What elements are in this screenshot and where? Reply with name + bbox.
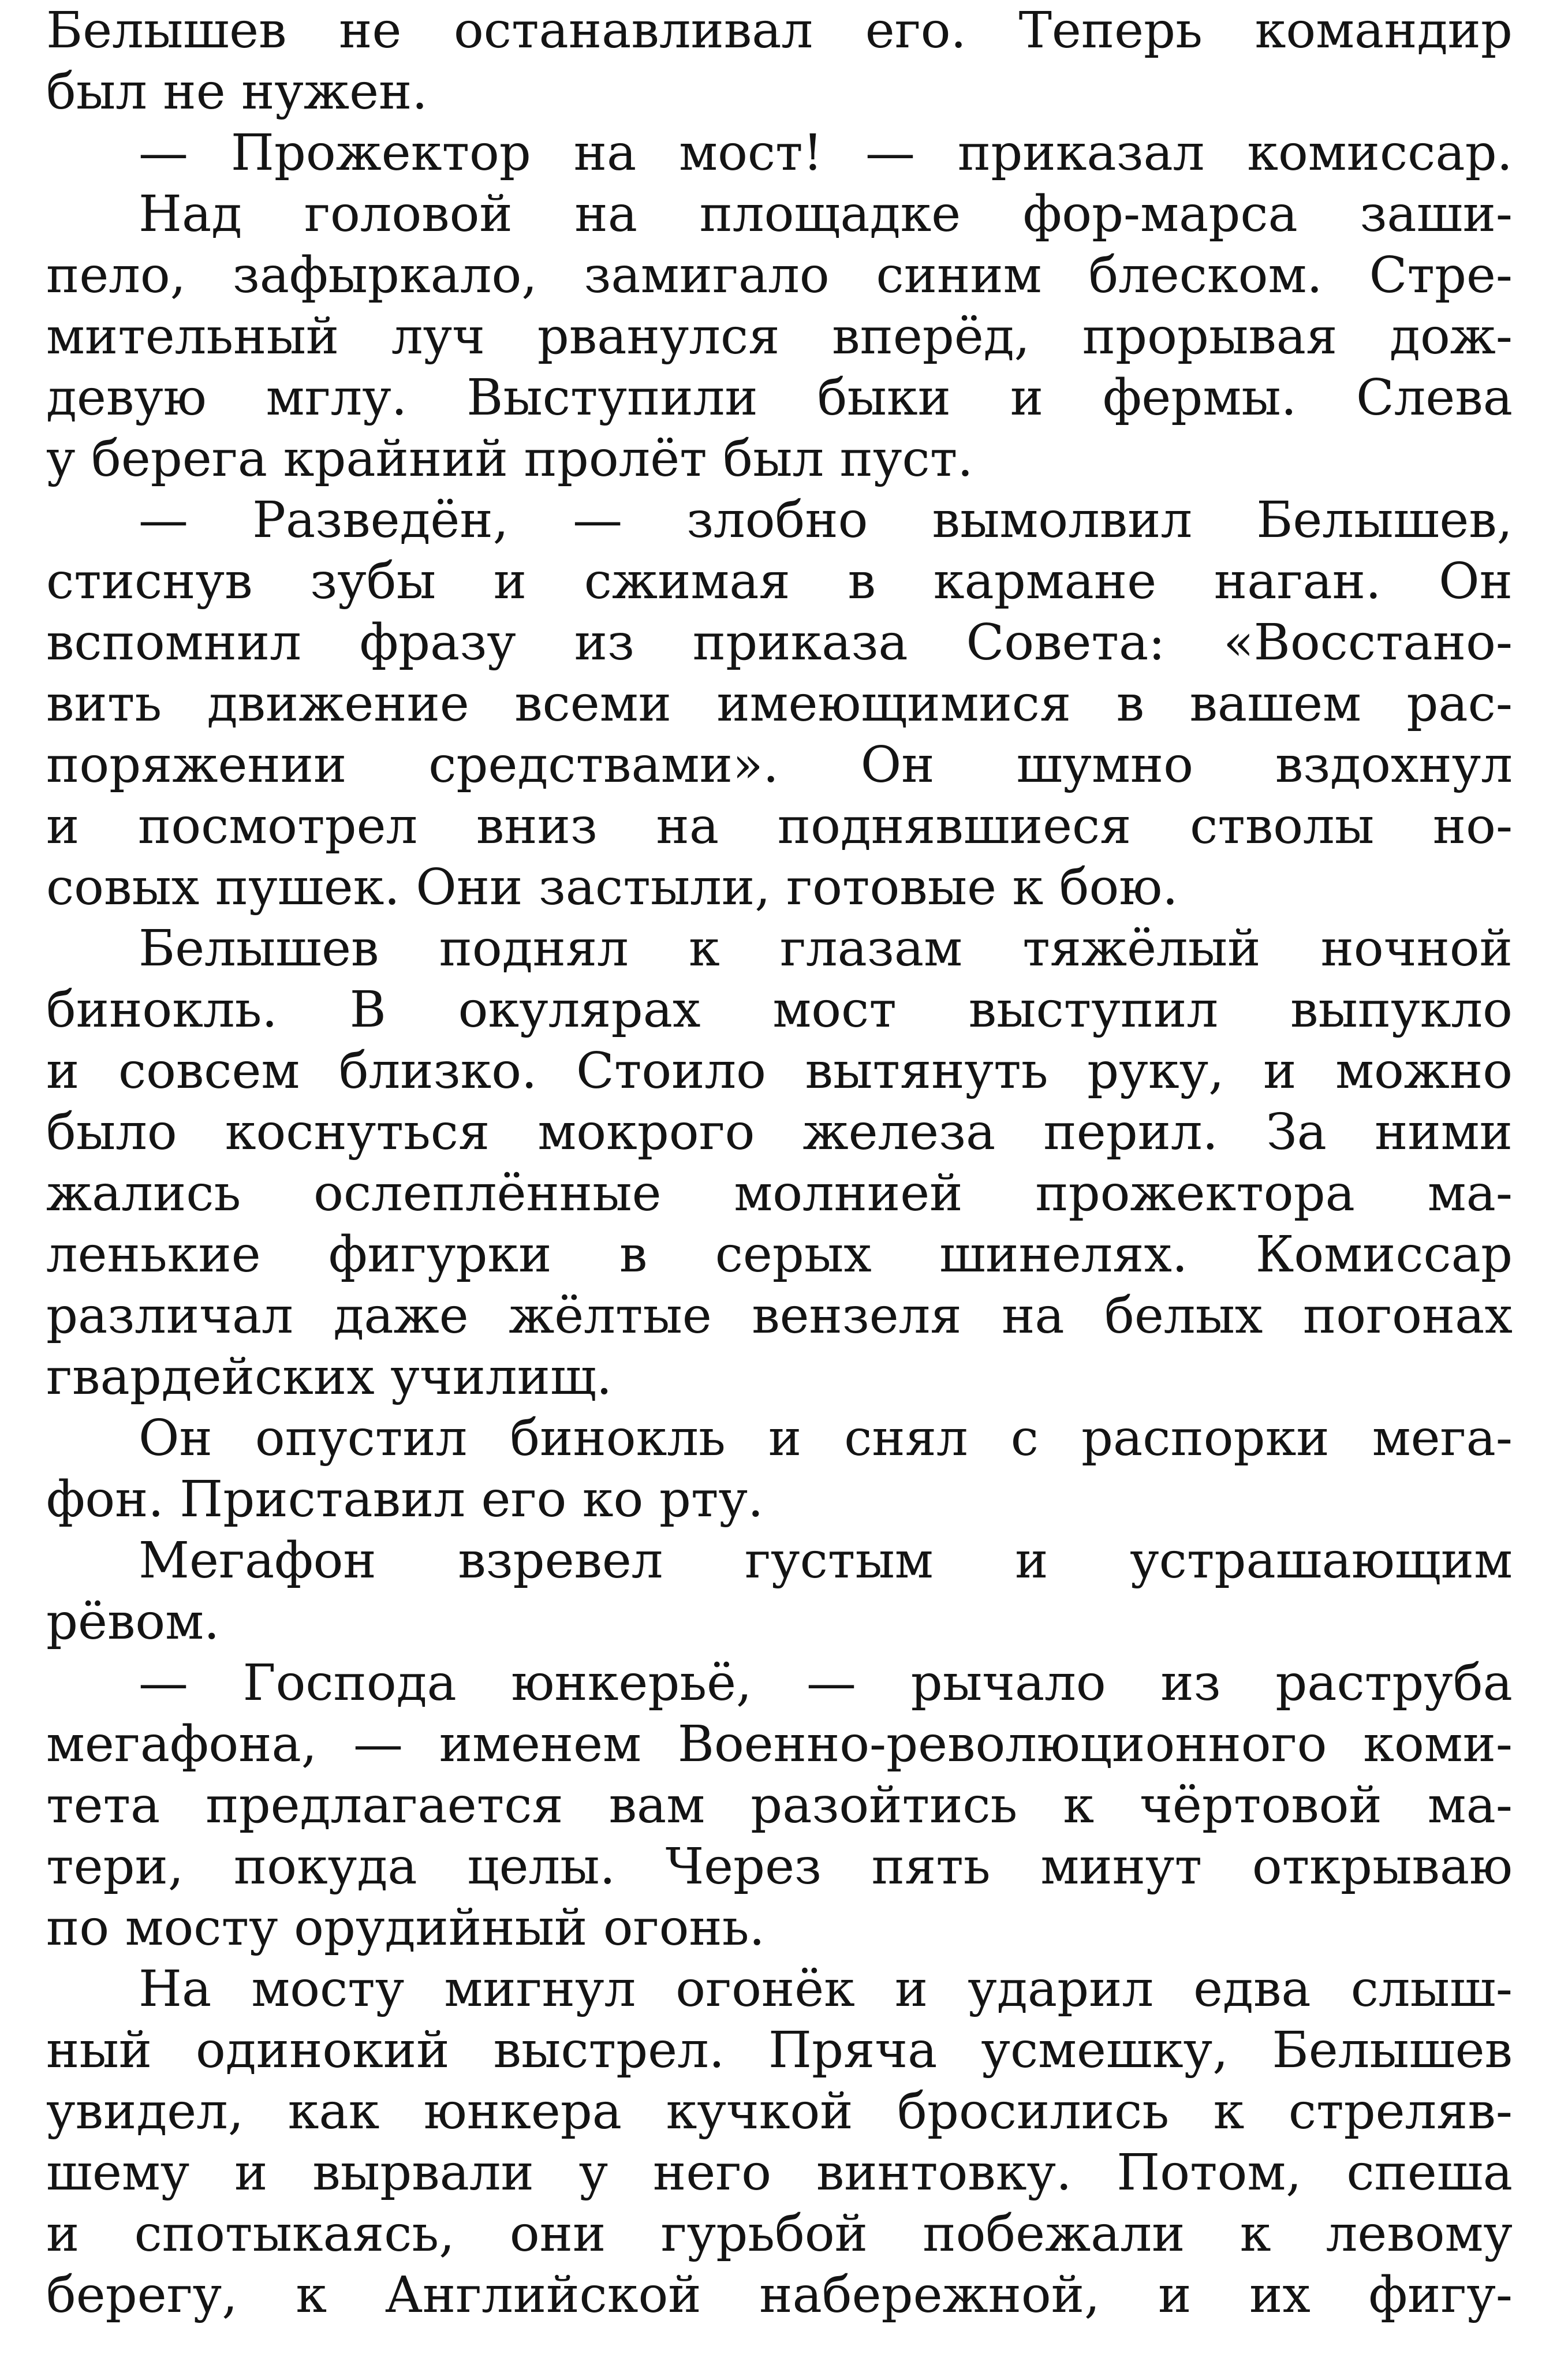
word: ударил [968, 1960, 1154, 2018]
word: спеша [1346, 2144, 1513, 2202]
word: Он [139, 1409, 212, 1467]
word: взревел [458, 1532, 663, 1590]
text-line [46, 551, 1513, 612]
word: к [1213, 2083, 1245, 2140]
word: Теперь [1018, 2, 1203, 59]
word: Белышев [1272, 2021, 1513, 2079]
word: посмотрел [138, 797, 418, 855]
text-line [46, 2081, 1513, 2142]
word: даже [333, 1287, 469, 1345]
word: вымолвил [932, 491, 1193, 549]
word: — [353, 1715, 403, 1773]
text-line [46, 1224, 1513, 1285]
word: руку, [1087, 1042, 1224, 1100]
word: глазам [779, 920, 963, 978]
word: Английской [384, 2266, 701, 2324]
word: в [1116, 675, 1145, 733]
word: едва [1193, 1960, 1311, 2018]
word: крайний [283, 430, 508, 488]
text-line [46, 1591, 1513, 1653]
word: орудийный [294, 1899, 588, 1957]
word: вспомнил [46, 614, 301, 672]
word: наган. [1214, 553, 1382, 610]
word: распорки [1081, 1409, 1330, 1467]
word: густым [744, 1532, 934, 1590]
word: фермы. [1103, 369, 1297, 427]
word: ночной [1320, 920, 1513, 978]
word: железа [802, 1103, 996, 1161]
text-line [46, 184, 1513, 245]
word: гвардейских [46, 1348, 375, 1406]
word: совых [46, 859, 200, 916]
word: рёвом. [46, 1593, 220, 1651]
word: него [653, 2144, 772, 2202]
word: огонь. [603, 1899, 765, 1957]
word: бинокль. [46, 981, 278, 1039]
text-line [46, 857, 1513, 918]
word: и [1015, 1532, 1048, 1590]
word: огонёк [675, 1960, 855, 2018]
word: Стоило [576, 1042, 766, 1100]
word: рас- [1406, 675, 1513, 733]
word: пуст. [839, 430, 973, 488]
word: снял [844, 1409, 968, 1467]
word: у [578, 2144, 608, 2202]
word: выпукло [1290, 981, 1513, 1039]
word: гурьбой [660, 2205, 868, 2263]
word: на [1002, 1287, 1065, 1345]
word: командир [1255, 2, 1513, 59]
word: пять [871, 1838, 991, 1896]
word: его [481, 1471, 567, 1528]
word: Господа [242, 1654, 457, 1712]
word: ними [1375, 1103, 1513, 1161]
word: поряжении [46, 736, 347, 794]
word: белых [1104, 1287, 1263, 1345]
word: винтовку. [816, 2144, 1072, 2202]
word: молнией [734, 1165, 963, 1222]
text-line [46, 1469, 1513, 1530]
word: «Восстано- [1223, 614, 1513, 672]
word: Прожектор [230, 124, 531, 182]
word: вырвали [312, 2144, 534, 2202]
word: но- [1432, 797, 1513, 855]
word: ленькие [46, 1226, 261, 1284]
word: — [139, 491, 188, 549]
word: и [46, 797, 80, 855]
word: к [1063, 1777, 1095, 1834]
word: выстрел. [493, 2021, 725, 2079]
word: целы. [467, 1838, 615, 1896]
word: ко [582, 1471, 644, 1528]
word: было [46, 1103, 177, 1161]
word: головой [304, 185, 513, 243]
word: Над [139, 185, 242, 243]
word: — [139, 124, 188, 182]
word: мительный [46, 308, 339, 365]
text-line [46, 1653, 1513, 1714]
word: перил. [1043, 1103, 1218, 1161]
word: был [46, 63, 147, 121]
word: на [573, 124, 637, 182]
word: мокрого [537, 1103, 755, 1161]
word: училищ. [390, 1348, 613, 1406]
text-line [46, 1959, 1513, 2020]
word: и [234, 2144, 268, 2202]
word: различал [46, 1287, 293, 1345]
word: по [46, 1899, 110, 1957]
text-line [46, 796, 1513, 857]
word: как [288, 2083, 380, 2140]
word: быки [817, 369, 951, 427]
word: стиснув [46, 553, 253, 610]
word: мост [772, 981, 897, 1039]
word: шему [46, 2144, 190, 2202]
word: устрашающим [1130, 1532, 1513, 1590]
word: вашем [1189, 675, 1361, 733]
text-line [46, 1897, 1513, 1959]
word: и [493, 553, 527, 610]
word: и [46, 1042, 80, 1100]
word: и [1158, 2266, 1192, 2324]
word: рычало [910, 1654, 1106, 1712]
word: сжимая [584, 553, 790, 610]
word: юнкера [423, 2083, 622, 2140]
text-line [46, 61, 1513, 122]
word: — [573, 491, 623, 549]
word: чёртовой [1140, 1777, 1382, 1834]
word: Стре- [1369, 247, 1513, 304]
word: блеском. [1088, 247, 1323, 304]
word: из [1160, 1654, 1221, 1712]
word: поднял [439, 920, 629, 978]
word: синим [876, 247, 1042, 304]
word: выступил [968, 981, 1219, 1039]
word: берегу, [46, 2266, 238, 2324]
word: луч [391, 308, 486, 365]
word: на [656, 797, 719, 855]
word: стволы [1190, 797, 1375, 855]
word: жались [46, 1165, 241, 1222]
word: В [349, 981, 386, 1039]
word: слыш- [1350, 1960, 1513, 2018]
word: усмешку, [981, 2021, 1229, 2079]
word: Через [665, 1838, 822, 1896]
word: и [46, 2205, 80, 2263]
word: с [1010, 1409, 1039, 1467]
word: заши- [1360, 185, 1513, 243]
word: ный [46, 2021, 152, 2079]
word: к [1240, 2205, 1271, 2263]
word: к [1012, 859, 1044, 916]
word: бою. [1059, 859, 1178, 916]
word: шинелях. [939, 1226, 1188, 1284]
word: фигу- [1368, 2266, 1513, 2324]
word: вить [46, 675, 162, 733]
word: тяжёлый [1022, 920, 1261, 978]
word: покуда [233, 1838, 417, 1896]
word: Белышев [139, 920, 379, 978]
word: застыли, [538, 859, 771, 916]
word: на [574, 185, 637, 243]
text-line [46, 2020, 1513, 2081]
word: вперёд, [832, 308, 1031, 365]
text-line [46, 1040, 1513, 1102]
word: фор-марса [1022, 185, 1298, 243]
text-line [46, 734, 1513, 796]
word: и [768, 1409, 802, 1467]
word: юнкерьё, [511, 1654, 752, 1712]
word: За [1266, 1103, 1327, 1161]
word: фон. [46, 1471, 164, 1528]
word: спотыкаясь, [134, 2205, 455, 2263]
word: Приставил [180, 1471, 466, 1528]
word: мега- [1372, 1409, 1513, 1467]
word: мосту [251, 1960, 405, 2018]
word: замигало [584, 247, 830, 304]
text-line [46, 1163, 1513, 1224]
text-line [46, 2142, 1513, 2203]
word: разойтись [751, 1777, 1018, 1834]
word: всеми [514, 675, 671, 733]
word: Выступили [466, 369, 758, 427]
word: совсем [118, 1042, 300, 1100]
text-line [46, 673, 1513, 734]
word: движение [207, 675, 469, 733]
word: вздохнул [1275, 736, 1513, 794]
word: имеющимися [716, 675, 1072, 733]
word: к [689, 920, 720, 978]
word: нужен. [241, 63, 428, 121]
word: дож- [1390, 308, 1513, 365]
word: вытянуть [805, 1042, 1048, 1100]
word: пушек. [215, 859, 400, 916]
word: был [723, 430, 824, 488]
word: комиссар. [1247, 124, 1513, 182]
text-line [46, 245, 1513, 306]
word: можно [1335, 1042, 1513, 1100]
text-line [46, 1775, 1513, 1836]
word: минут [1040, 1838, 1203, 1896]
word: опустил [255, 1409, 468, 1467]
word: берега [91, 430, 268, 488]
word: набережной, [759, 2266, 1100, 2324]
word: мигнул [444, 1960, 636, 2018]
text-line [46, 1347, 1513, 1408]
word: рванулся [537, 308, 780, 365]
word: рту. [659, 1471, 764, 1528]
word: раструба [1275, 1654, 1513, 1712]
word: мглу. [266, 369, 408, 427]
word: и [1010, 369, 1044, 427]
word: увидел, [46, 2083, 244, 2140]
word: предлагается [206, 1777, 563, 1834]
text-line [46, 428, 1513, 490]
word: погонах [1302, 1287, 1513, 1345]
word: Он [1439, 553, 1513, 610]
word: злобно [686, 491, 868, 549]
word: к [296, 2266, 327, 2324]
word: близко. [338, 1042, 537, 1100]
text-line [46, 122, 1513, 184]
word: Пряча [768, 2021, 938, 2079]
word: Белышев [46, 2, 287, 59]
word: в [848, 553, 876, 610]
word: коснуться [225, 1103, 490, 1161]
word: площадке [699, 185, 961, 243]
word: ма- [1427, 1165, 1513, 1222]
word: Они [416, 859, 523, 916]
word: прорывая [1082, 308, 1338, 365]
word: и [894, 1960, 928, 2018]
word: приказа [692, 614, 908, 672]
text-line [46, 306, 1513, 367]
text-line [46, 2265, 1513, 2326]
text-line [46, 0, 1513, 61]
word: фигурки [328, 1226, 552, 1284]
word: тери, [46, 1838, 184, 1896]
word: у [46, 430, 76, 488]
text-line [46, 367, 1513, 428]
word: жёлтые [509, 1287, 712, 1345]
word: кучкой [666, 2083, 853, 2140]
word: поднявшиеся [777, 797, 1132, 855]
text-line [46, 979, 1513, 1040]
word: кармане [933, 553, 1157, 610]
text-line [46, 1285, 1513, 1347]
word: тета [46, 1777, 160, 1834]
word: их [1249, 2266, 1311, 2324]
word: одинокий [196, 2021, 450, 2079]
word: девую [46, 369, 207, 427]
word: серых [715, 1226, 872, 1284]
text-line [46, 1408, 1513, 1469]
word: — [865, 124, 916, 182]
text-line [46, 2203, 1513, 2265]
word: из [574, 614, 634, 672]
word: ма- [1427, 1777, 1513, 1834]
word: останавливал [454, 2, 813, 59]
word: приказал [957, 124, 1205, 182]
word: зубы [310, 553, 436, 610]
word: бинокль [510, 1409, 726, 1467]
word: вензеля [752, 1287, 962, 1345]
word: вам [608, 1777, 705, 1834]
book-page [46, 0, 1513, 2326]
word: бросились [897, 2083, 1170, 2140]
word: окулярах [458, 981, 701, 1039]
text-line [46, 612, 1513, 673]
word: коми- [1363, 1715, 1513, 1773]
word: — [139, 1654, 188, 1712]
word: Слева [1356, 369, 1513, 427]
word: не [163, 63, 226, 121]
word: ослеплённые [313, 1165, 662, 1222]
word: мегафона, [46, 1715, 318, 1773]
word: зафыркало, [232, 247, 537, 304]
word: — [807, 1654, 857, 1712]
word: именем [439, 1715, 641, 1773]
word: Он [860, 736, 935, 794]
word: вниз [476, 797, 598, 855]
word: Разведён, [252, 491, 509, 549]
word: Потом, [1117, 2144, 1302, 2202]
word: левому [1326, 2205, 1513, 2263]
word: средствами». [428, 736, 779, 794]
text-line [46, 1836, 1513, 1897]
word: шумно [1016, 736, 1193, 794]
word: стреляв- [1288, 2083, 1513, 2140]
word: Мегафон [139, 1532, 376, 1590]
word: открываю [1252, 1838, 1513, 1896]
word: они [509, 2205, 606, 2263]
word: в [619, 1226, 648, 1284]
word: его. [865, 2, 966, 59]
text-line [46, 1714, 1513, 1775]
word: Военно-революционного [677, 1715, 1327, 1773]
word: прожектора [1035, 1165, 1355, 1222]
word: не [339, 2, 402, 59]
text-line [46, 1102, 1513, 1163]
word: Белышев, [1256, 491, 1513, 549]
word: Совета: [966, 614, 1166, 672]
text-line [46, 918, 1513, 979]
text-line [46, 1530, 1513, 1591]
text-line [46, 490, 1513, 551]
word: фразу [359, 614, 516, 672]
word: мост! [679, 124, 823, 182]
word: На [139, 1960, 212, 2018]
word: готовые [786, 859, 996, 916]
word: мосту [125, 1899, 278, 1957]
word: и [1263, 1042, 1297, 1100]
word: Комиссар [1255, 1226, 1513, 1284]
word: пело, [46, 247, 186, 304]
word: побежали [923, 2205, 1185, 2263]
word: пролёт [524, 430, 707, 488]
